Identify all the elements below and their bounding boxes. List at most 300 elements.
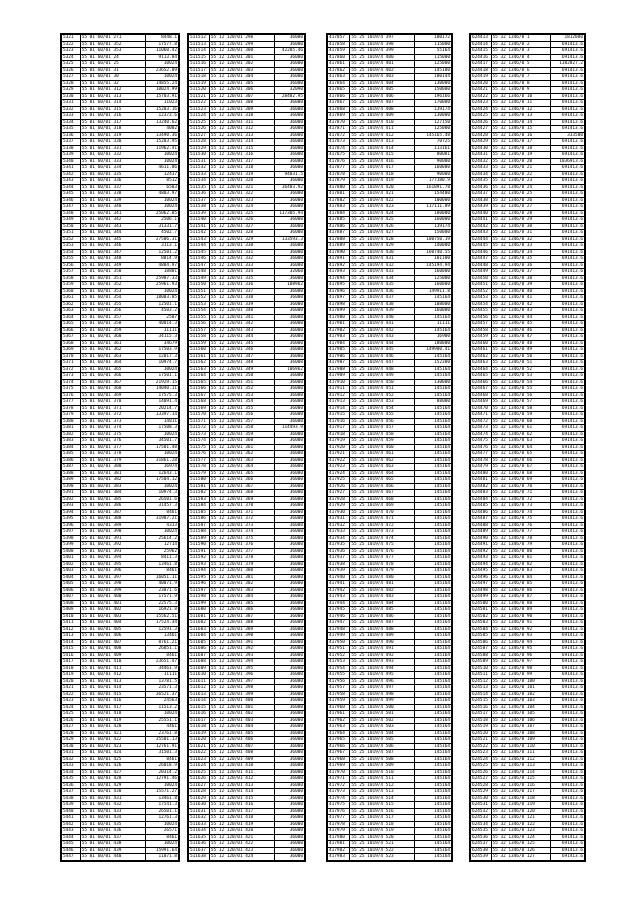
record-id-cell: 417896 (328, 288, 350, 295)
amount-cell: 36000 (274, 730, 304, 737)
amount-cell: 691413.6 (550, 652, 584, 659)
parcel-code-cell: 55 12 120/01 356 (209, 412, 274, 419)
record-id-cell: 511592 (189, 555, 210, 562)
amount-cell: 691413.6 (550, 704, 584, 711)
table-row (471, 178, 585, 185)
amount-cell: 160000 (414, 282, 451, 289)
parcel-code-cell: 55 01 60/01 387 (80, 509, 146, 516)
parcel-code-cell: 55 01 60/01 422 (80, 737, 146, 744)
record-id-cell: 511624 (189, 763, 210, 770)
parcel-code-cell: 55 32 1346/0 116 (491, 782, 550, 789)
amount-cell: 36000 (274, 165, 304, 172)
amount-cell: 691413.6 (550, 568, 584, 575)
record-id-cell: 5422 (62, 691, 81, 698)
table-row (471, 795, 585, 802)
record-id-cell: 624438 (471, 197, 492, 204)
record-id-cell: 511593 (189, 561, 210, 568)
amount-cell: 36000 (274, 327, 304, 334)
parcel-code-cell: 55 25 1019/4 471 (350, 516, 414, 523)
parcel-code-cell: 55 25 1019/4 456 (350, 418, 414, 425)
parcel-code-cell: 55 12 120/01 339 (209, 301, 274, 308)
record-id-cell: 624504 (471, 626, 492, 633)
parcel-code-cell: 55 25 1019/4 420 (350, 184, 414, 191)
parcel-code-cell: 55 12 120/01 351 (209, 379, 274, 386)
amount-cell: 25962 (146, 548, 179, 555)
record-id-cell: 624538 (471, 847, 492, 854)
record-id-cell: 624424 (471, 106, 492, 113)
record-id-cell: 5339 (62, 152, 81, 159)
amount-cell: 145164 (414, 847, 451, 854)
record-id-cell: 624436 (471, 184, 492, 191)
record-id-cell: 511563 (189, 366, 210, 373)
record-id-cell: 5337 (62, 139, 81, 146)
amount-cell: 691413.6 (550, 373, 584, 380)
table-row (471, 782, 585, 789)
amount-cell: 26018.9 (146, 763, 179, 770)
table-row (471, 262, 585, 269)
table-row (471, 139, 585, 146)
amount-cell: 36000 (274, 633, 304, 640)
parcel-code-cell: 55 25 1019/4 488 (350, 626, 414, 633)
amount-cell: 691413.6 (550, 633, 584, 640)
parcel-code-cell: 55 12 120/01 361 (209, 444, 274, 451)
record-id-cell: 5379 (62, 412, 81, 419)
amount-cell: 149911.8 (414, 288, 451, 295)
amount-cell: 36000 (274, 529, 304, 536)
table-row (471, 191, 585, 198)
parcel-code-cell: 55 01 60/01 346 (80, 243, 146, 250)
record-id-cell: 417958 (328, 691, 350, 698)
parcel-code-cell: 55 32 1346/0 117 (491, 789, 550, 796)
amount-cell: 145164 (414, 737, 451, 744)
record-id-cell: 417916 (328, 418, 350, 425)
amount-cell: 36000 (274, 353, 304, 360)
record-id-cell: 417909 (328, 373, 350, 380)
amount-cell: 691413.6 (550, 145, 584, 152)
amount-cell: 36000 (274, 204, 304, 211)
amount-cell: 34115.3 (146, 334, 179, 341)
record-id-cell: 511530 (189, 152, 210, 159)
amount-cell: 1382827.2 (550, 61, 584, 68)
record-id-cell: 5367 (62, 334, 81, 341)
amount-cell: 145164 (414, 542, 451, 549)
parcel-code-cell: 55 01 60/01 319 (80, 132, 146, 139)
record-id-cell: 417905 (328, 347, 350, 354)
parcel-code-cell: 55 01 60/01 414 (80, 685, 146, 692)
parcel-code-cell: 55 12 120/01 372 (209, 516, 274, 523)
record-id-cell: 5412 (62, 626, 81, 633)
record-id-cell: 417879 (328, 178, 350, 185)
record-id-cell: 624515 (471, 698, 492, 705)
parcel-code-cell: 55 25 1019/4 472 (350, 522, 414, 529)
record-id-cell: 624431 (471, 152, 492, 159)
amount-cell: 36000 (274, 717, 304, 724)
amount-cell: 691413.6 (550, 483, 584, 490)
record-id-cell: 511516 (189, 61, 210, 68)
record-id-cell: 417891 (328, 256, 350, 263)
amount-cell: 14091.4 (146, 399, 179, 406)
record-id-cell: 624452 (471, 288, 492, 295)
parcel-code-cell: 55 32 1346/0 51 (491, 360, 550, 367)
parcel-code-cell: 55 12 120/01 304 (209, 74, 274, 81)
amount-cell: 145164 (414, 711, 451, 718)
amount-cell: 145164 (414, 756, 451, 763)
amount-cell: 170000 (414, 100, 451, 107)
parcel-code-cell: 55 01 60/01 313 (80, 93, 146, 100)
parcel-code-cell: 55 25 1019/4 463 (350, 464, 414, 471)
record-id-cell: 5420 (62, 678, 81, 685)
amount-cell: 8512 (146, 178, 179, 185)
parcel-code-cell: 55 32 1346/0 104 (491, 704, 550, 711)
table-row (471, 451, 585, 458)
parcel-code-cell: 55 01 60/01 315 (80, 106, 146, 113)
amount-cell: 36000 (274, 516, 304, 523)
amount-cell: 149900.41 (414, 347, 451, 354)
parcel-code-cell: 55 25 1019/4 461 (350, 451, 414, 458)
record-id-cell: 5403 (62, 568, 81, 575)
parcel-code-cell: 55 01 60/01 383 (80, 483, 146, 490)
parcel-code-cell: 55 01 60/01 318 (80, 126, 146, 133)
parcel-code-cell: 55 25 1019/4 399 (350, 48, 414, 55)
amount-cell: 14040.11 (146, 386, 179, 393)
parcel-code-cell: 55 25 1019/4 442 (350, 327, 414, 334)
parcel-code-cell: 55 25 1019/4 426 (350, 223, 414, 230)
amount-cell: 691413.6 (550, 308, 584, 315)
amount-cell: 691413.6 (550, 405, 584, 412)
record-id-cell: 511586 (189, 516, 210, 523)
record-id-cell: 5378 (62, 405, 81, 412)
amount-cell: 145164 (414, 373, 451, 380)
table-row (471, 373, 585, 380)
record-id-cell: 624495 (471, 568, 492, 575)
parcel-code-cell: 55 12 120/01 350 (209, 373, 274, 380)
amount-cell: 14811 (146, 418, 179, 425)
amount-cell: 145164 (414, 457, 451, 464)
parcel-code-cell: 55 25 1019/4 405 (350, 87, 414, 94)
parcel-code-cell: 55 25 1019/4 432 (350, 262, 414, 269)
parcel-code-cell: 55 25 1019/4 447 (350, 360, 414, 367)
parcel-code-cell: 55 25 1019/4 449 (350, 373, 414, 380)
parcel-code-cell: 55 01 60/01 342 (80, 217, 146, 224)
parcel-code-cell: 55 01 60/01 351 (80, 275, 146, 282)
record-id-cell: 511631 (189, 808, 210, 815)
amount-cell: 36000 (274, 750, 304, 757)
record-id-cell: 417922 (328, 457, 350, 464)
record-id-cell: 417902 (328, 327, 350, 334)
parcel-code-cell: 55 25 1019/4 482 (350, 587, 414, 594)
amount-cell: 34679 (146, 340, 179, 347)
parcel-code-cell: 55 25 1019/4 506 (350, 743, 414, 750)
amount-cell: 36000 (274, 418, 304, 425)
parcel-code-cell: 55 32 1346/0 31 (491, 230, 550, 237)
record-id-cell: 417903 (328, 334, 350, 341)
record-id-cell: 417892 (328, 262, 350, 269)
amount-cell: 31861.28 (146, 457, 179, 464)
record-id-cell: 5335 (62, 126, 81, 133)
amount-cell: 150000 (414, 87, 451, 94)
parcel-code-cell: 55 12 120/01 328 (209, 230, 274, 237)
record-id-cell: 624458 (471, 327, 492, 334)
amount-cell: 145164 (414, 763, 451, 770)
table-row (471, 314, 585, 321)
record-id-cell: 624448 (471, 262, 492, 269)
amount-cell: 88000 (414, 399, 451, 406)
amount-cell: 36000 (274, 405, 304, 412)
record-id-cell: 417858 (328, 41, 350, 48)
record-id-cell: 5397 (62, 529, 81, 536)
table-row (471, 711, 585, 718)
record-id-cell: 511519 (189, 80, 210, 87)
parcel-code-cell: 55 12 120/01 419 (209, 821, 274, 828)
record-id-cell: 624518 (471, 717, 492, 724)
record-id-cell: 511629 (189, 795, 210, 802)
table-row (471, 327, 585, 334)
amount-cell: 12437 (146, 171, 179, 178)
amount-cell: 691413.6 (550, 204, 584, 211)
record-id-cell: 5418 (62, 665, 81, 672)
record-id-cell: 417968 (328, 756, 350, 763)
amount-cell: 691413.6 (550, 457, 584, 464)
record-id-cell: 624441 (471, 217, 492, 224)
amount-cell: 10024 (146, 483, 179, 490)
record-id-cell: 417982 (328, 847, 350, 854)
record-id-cell: 624445 (471, 243, 492, 250)
record-id-cell: 511568 (189, 399, 210, 406)
table-row (471, 769, 585, 776)
record-id-cell: 417944 (328, 600, 350, 607)
amount-cell: 10024 (146, 158, 179, 165)
parcel-code-cell: 55 12 120/01 410 (209, 763, 274, 770)
parcel-code-cell: 55 32 1346/0 103 (491, 698, 550, 705)
amount-cell: 8461 (146, 509, 179, 516)
amount-cell: 691413.6 (550, 477, 584, 484)
record-id-cell: 417863 (328, 74, 350, 81)
parcel-code-cell: 55 01 60/01 316 (80, 113, 146, 120)
amount-cell: 691413.6 (550, 717, 584, 724)
amount-cell: 691413.6 (550, 678, 584, 685)
amount-cell: 70725 (414, 139, 451, 146)
amount-cell: 145164 (414, 470, 451, 477)
amount-cell: 8461 (146, 756, 179, 763)
amount-cell: 15203.16 (146, 106, 179, 113)
amount-cell: 691413.6 (550, 275, 584, 282)
record-id-cell: 5434 (62, 769, 81, 776)
amount-cell: 36000 (274, 639, 304, 646)
amount-cell: 36000 (274, 301, 304, 308)
table-row (471, 724, 585, 731)
parcel-code-cell: 55 32 1346/0 7 (491, 74, 550, 81)
parcel-code-cell: 55 32 1346/0 63 (491, 438, 550, 445)
record-id-cell: 624529 (471, 789, 492, 796)
amount-cell: 27506.31 (146, 236, 179, 243)
amount-cell: 691413.6 (550, 620, 584, 627)
parcel-code-cell: 55 12 120/01 331 (209, 249, 274, 256)
parcel-code-cell: 55 12 120/01 333 (209, 262, 274, 269)
table-row (471, 236, 585, 243)
parcel-code-cell: 55 25 1019/4 397 (350, 35, 414, 42)
parcel-code-cell: 55 25 1019/4 400 (350, 54, 414, 61)
amount-cell: 691413.6 (550, 67, 584, 74)
record-id-cell: 5411 (62, 620, 81, 627)
record-id-cell: 417937 (328, 555, 350, 562)
parcel-code-cell: 55 25 1019/4 454 (350, 405, 414, 412)
record-id-cell: 417867 (328, 100, 350, 107)
record-id-cell: 5321 (62, 35, 81, 42)
record-id-cell: 624415 (471, 48, 492, 55)
record-id-cell: 5347 (62, 204, 81, 211)
record-id-cell: 5400 (62, 548, 81, 555)
parcel-code-cell: 55 01 60/01 362 (80, 347, 146, 354)
parcel-code-cell: 55 01 60/01 396 (80, 568, 146, 575)
record-id-cell: 5349 (62, 217, 81, 224)
amount-cell: 145164 (414, 724, 451, 731)
amount-cell: 8814.9 (146, 256, 179, 263)
parcel-code-cell: 55 25 1019/4 451 (350, 386, 414, 393)
amount-cell: 154400 (414, 191, 451, 198)
parcel-code-cell: 55 12 120/01 386 (209, 607, 274, 614)
table-row (471, 67, 585, 74)
record-id-cell: 511512 (189, 35, 210, 42)
parcel-code-cell: 55 25 1019/4 467 (350, 490, 414, 497)
parcel-code-cell: 55 25 1019/4 422 (350, 197, 414, 204)
record-id-cell: 5334 (62, 119, 81, 126)
record-id-cell: 5331 (62, 100, 81, 107)
record-id-cell: 624475 (471, 438, 492, 445)
record-id-cell: 417972 (328, 782, 350, 789)
record-id-cell: 624478 (471, 457, 492, 464)
amount-cell: 691413.6 (550, 223, 584, 230)
record-id-cell: 511623 (189, 756, 210, 763)
parcel-code-cell: 55 01 60/01 399 (80, 587, 146, 594)
parcel-code-cell: 55 32 1346/0 110 (491, 743, 550, 750)
record-id-cell: 5447 (62, 854, 81, 861)
parcel-code-cell: 55 01 60/01 345 (80, 236, 146, 243)
record-id-cell: 511545 (189, 249, 210, 256)
amount-cell: 145164 (414, 691, 451, 698)
amount-cell: 26571 (146, 828, 179, 835)
parcel-code-cell: 55 01 60/01 418 (80, 711, 146, 718)
table-row (189, 93, 305, 100)
amount-cell: 145164 (414, 503, 451, 510)
table-row (471, 659, 585, 666)
record-id-cell: 624437 (471, 191, 492, 198)
amount-cell: 145164 (414, 854, 451, 861)
record-id-cell: 511560 (189, 347, 210, 354)
amount-cell: 4502.7 (146, 230, 179, 237)
table-row (471, 568, 585, 575)
record-id-cell: 5332 (62, 106, 81, 113)
amount-cell: 691413.6 (550, 808, 584, 815)
parcel-code-cell: 55 25 1019/4 486 (350, 613, 414, 620)
parcel-code-cell: 55 25 1019/4 487 (350, 620, 414, 627)
table-row (471, 54, 585, 61)
table-row (471, 685, 585, 692)
amount-cell: 17541.3 (146, 802, 179, 809)
table-row (471, 503, 585, 510)
amount-cell: 691413.6 (550, 93, 584, 100)
record-id-cell: 511550 (189, 282, 210, 289)
parcel-code-cell: 55 25 1019/4 492 (350, 652, 414, 659)
parcel-code-cell: 55 12 120/01 306 (209, 87, 274, 94)
record-id-cell: 417932 (328, 522, 350, 529)
table-row (471, 594, 585, 601)
record-id-cell: 5401 (62, 555, 81, 562)
amount-cell: 145164 (414, 516, 451, 523)
record-id-cell: 417870 (328, 119, 350, 126)
record-id-cell: 511600 (189, 607, 210, 614)
record-id-cell: 624467 (471, 386, 492, 393)
record-id-cell: 624444 (471, 236, 492, 243)
record-id-cell: 624484 (471, 496, 492, 503)
parcel-code-cell: 55 32 1346/0 85 (491, 581, 550, 588)
record-id-cell: 624461 (471, 347, 492, 354)
record-id-cell: 511605 (189, 639, 210, 646)
record-id-cell: 417899 (328, 308, 350, 315)
record-id-cell: 5384 (62, 444, 81, 451)
record-id-cell: 417878 (328, 171, 350, 178)
record-id-cell: 417979 (328, 828, 350, 835)
record-id-cell: 624480 (471, 470, 492, 477)
parcel-code-cell: 55 12 120/01 366 (209, 477, 274, 484)
amount-cell: 100144 (414, 74, 451, 81)
amount-cell: 12761.3 (146, 815, 179, 822)
record-id-cell: 5416 (62, 652, 81, 659)
parcel-code-cell: 55 32 1346/0 95 (491, 646, 550, 653)
parcel-code-cell: 55 32 1346/0 76 (491, 522, 550, 529)
amount-cell: 36000 (274, 457, 304, 464)
amount-cell: 180000 (414, 210, 451, 217)
record-id-cell: 624539 (471, 854, 492, 861)
amount-cell: 36000 (274, 646, 304, 653)
parcel-code-cell: 55 12 120/01 344 (209, 334, 274, 341)
amount-cell: 691413.6 (550, 613, 584, 620)
record-id-cell: 417938 (328, 561, 350, 568)
parcel-code-cell: 55 32 1346/0 84 (491, 574, 550, 581)
amount-cell: 36000 (274, 535, 304, 542)
amount-cell: 36483.92 (274, 184, 304, 191)
table-row (471, 106, 585, 113)
parcel-code-cell: 55 32 1346/0 4 (491, 54, 550, 61)
amount-cell: 36000 (274, 607, 304, 614)
record-id-cell: 5430 (62, 743, 81, 750)
amount-cell: 108000 (414, 301, 451, 308)
record-id-cell: 624487 (471, 516, 492, 523)
amount-cell: 90000 (414, 158, 451, 165)
record-id-cell: 511608 (189, 659, 210, 666)
parcel-code-cell: 55 01 60/01 348 (80, 256, 146, 263)
amount-cell: 36000 (274, 795, 304, 802)
amount-cell: 691413.6 (550, 217, 584, 224)
parcel-code-cell: 55 12 120/01 375 (209, 535, 274, 542)
table-row (471, 490, 585, 497)
amount-cell: 133593.3 (274, 236, 304, 243)
amount-cell: 691413.6 (550, 438, 584, 445)
parcel-code-cell: 55 32 1346/0 29 (491, 217, 550, 224)
parcel-code-cell: 55 01 60/01 331 (80, 145, 146, 152)
amount-cell: 14855.24 (146, 80, 179, 87)
record-id-cell: 624520 (471, 730, 492, 737)
amount-cell: 691413.6 (550, 516, 584, 523)
amount-cell: 36000 (274, 392, 304, 399)
amount-cell: 17508.3 (146, 425, 179, 432)
record-id-cell: 511601 (189, 613, 210, 620)
record-id-cell: 624521 (471, 737, 492, 744)
parcel-code-cell: 55 25 1019/4 503 (350, 724, 414, 731)
amount-cell: 16921.8 (146, 607, 179, 614)
parcel-code-cell: 55 32 1346/0 92 (491, 626, 550, 633)
record-id-cell: 5350 (62, 223, 81, 230)
table-row (471, 321, 585, 328)
